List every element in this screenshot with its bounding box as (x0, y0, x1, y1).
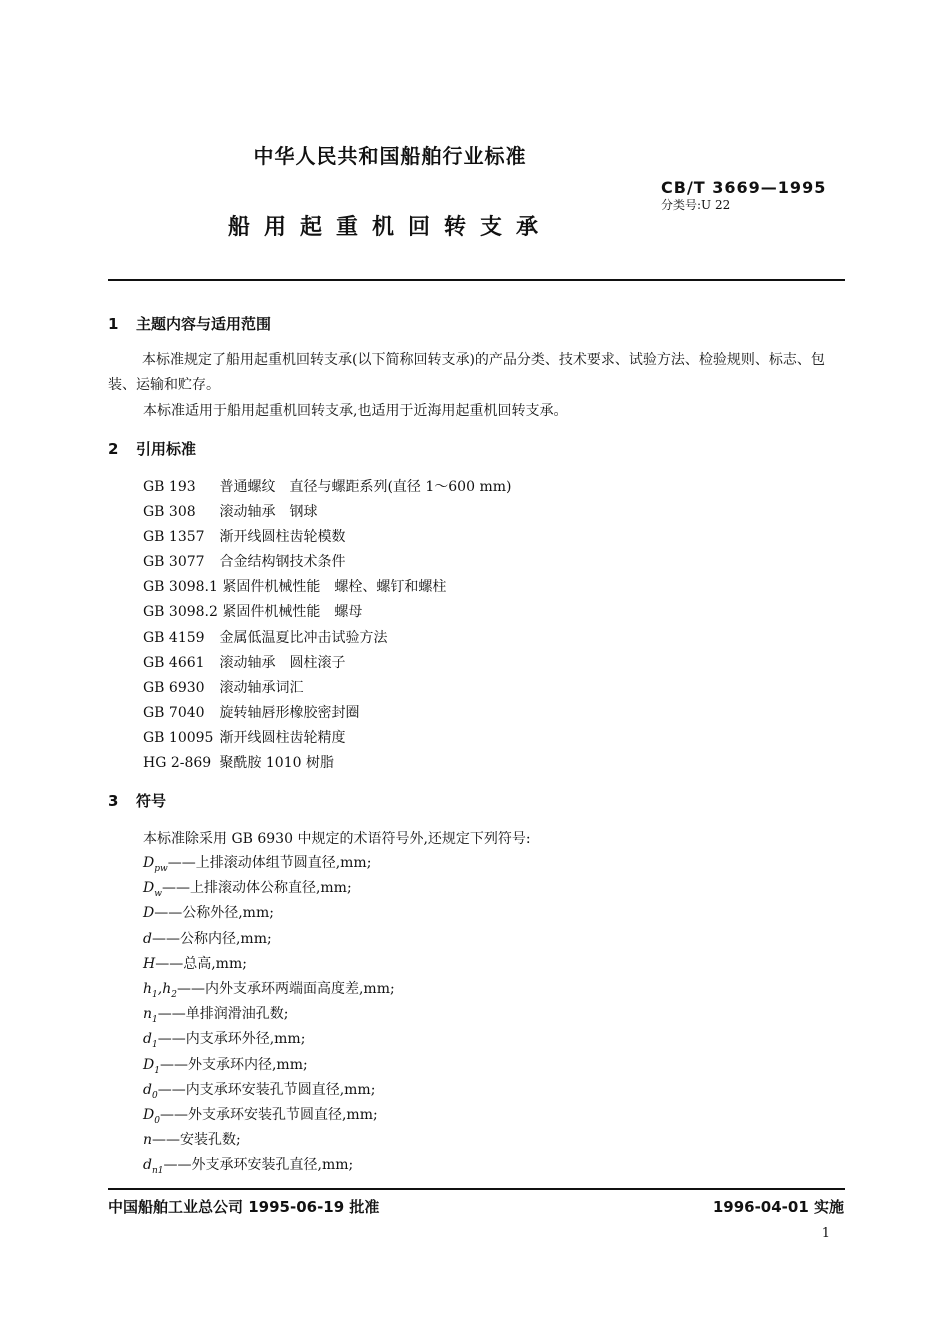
reference-item (143, 525, 511, 550)
symbol-description: ——上排滚动体公称直径,mm; (161, 880, 352, 897)
symbol-subscript: 1 (152, 1014, 158, 1025)
symbol-letter: d (143, 1157, 152, 1174)
reference-item (143, 550, 511, 575)
section-2-title: 引用标准 (136, 440, 197, 458)
symbol-list (143, 851, 395, 1178)
symbol-description: ——上排滚动体组节圆直径,mm; (167, 855, 372, 871)
symbol-subscript-2: 2 (171, 989, 177, 1000)
document-title: 船用起重机回转支承 (227, 215, 552, 240)
standard-code: CB/T 3669—1995 (661, 178, 827, 197)
symbol-letter: d (143, 930, 152, 947)
symbol-description: ——内支承环安装孔节圆直径,mm; (157, 1081, 376, 1098)
reference-item (143, 500, 511, 525)
reference-title: 聚酰胺 1010 树脂 (219, 755, 334, 772)
section-3-intro: 本标准除采用 GB 6930 中规定的术语符号外,还规定下列符号: (143, 831, 531, 847)
symbol-subscript: 1 (154, 1065, 160, 1076)
reference-item (143, 651, 511, 676)
symbol-item (143, 977, 395, 1002)
symbol-subscript: 1 (151, 1040, 158, 1051)
reference-item (143, 726, 511, 751)
reference-code: GB 7040 (143, 704, 205, 721)
symbol-description: ——单排润滑油孔数; (157, 1006, 289, 1023)
reference-title: 滚动轴承词汇 (219, 679, 304, 696)
reference-code: GB 193 (143, 479, 196, 495)
reference-title: 滚动轴承 圆柱滚子 (219, 654, 346, 671)
classification-number: 分类号:U 22 (661, 198, 731, 212)
reference-title: 渐开线圆柱齿轮精度 (219, 729, 346, 746)
symbol-item (143, 927, 395, 952)
section-1-heading (108, 313, 271, 334)
section-3-number: 3 (108, 792, 119, 810)
symbol-item (143, 876, 395, 901)
symbol-letter-2: ,h (157, 980, 172, 997)
reference-code: GB 10095 (143, 729, 214, 746)
symbol-letter: D (143, 1106, 155, 1123)
reference-code: GB 4661 (143, 654, 205, 671)
reference-item (143, 701, 511, 726)
symbol-item (143, 901, 395, 926)
section-2-number: 2 (108, 440, 119, 458)
symbol-item (143, 1053, 395, 1078)
reference-title: 金属低温夏比冲击试验方法 (219, 629, 388, 646)
symbol-description: ——安装孔数; (152, 1132, 241, 1149)
section-1-paragraph-2: 本标准适用于船用起重机回转支承,也适用于近海用起重机回转支承。 (143, 403, 568, 419)
symbol-subscript: 0 (154, 1115, 160, 1126)
reference-code: GB 1357 (143, 529, 205, 546)
symbol-letter: D (143, 855, 155, 871)
symbol-description: ——公称内径,mm; (151, 930, 272, 947)
symbol-letter: D (143, 1056, 155, 1073)
symbol-item (143, 1027, 395, 1052)
symbol-item (143, 1078, 395, 1103)
symbol-item (143, 1002, 395, 1027)
footer-divider (108, 1188, 845, 1190)
reference-title: 滚动轴承 钢球 (219, 504, 318, 521)
symbol-letter: n (143, 1132, 153, 1149)
reference-title: 普通螺纹 直径与螺距系列(直径 1～600 mm) (219, 479, 512, 495)
symbol-description: ——外支承环安装孔直径,mm; (163, 1157, 354, 1174)
reference-title: 合金结构钢技术条件 (219, 554, 346, 571)
reference-code: HG 2-869 (143, 755, 212, 772)
symbol-letter: h (143, 980, 153, 997)
symbol-letter: d (143, 1081, 152, 1098)
section-2-heading (108, 438, 196, 459)
section-3-heading (108, 790, 166, 811)
reference-code: GB 308 (143, 504, 196, 521)
symbol-subscript: 0 (151, 1090, 158, 1101)
symbol-letter: D (143, 905, 155, 922)
symbol-item (143, 952, 395, 977)
reference-code: GB 3098.1 (143, 579, 218, 596)
reference-code: GB 4159 (143, 629, 205, 646)
symbol-item (143, 1128, 395, 1153)
reference-title: 紧固件机械性能 螺母 (222, 604, 363, 621)
reference-code: GB 6930 (143, 679, 205, 696)
reference-item (143, 475, 511, 500)
symbol-item (143, 1103, 395, 1128)
page-number: 1 (821, 1226, 830, 1241)
symbol-letter: n (143, 1006, 153, 1023)
reference-title: 旋转轴唇形橡胶密封圈 (219, 704, 360, 721)
reference-title: 紧固件机械性能 螺栓、螺钉和螺柱 (222, 579, 447, 596)
symbol-description: ——外支承环安装孔节圆直径,mm; (159, 1106, 378, 1123)
symbol-subscript: pw (154, 863, 168, 874)
section-1-paragraph-1: 本标准规定了船用起重机回转支承(以下简称回转支承)的产品分类、技术要求、试验方法、检验规则、标志、包装、运输和贮存。 (108, 352, 825, 393)
section-1-title: 主题内容与适用范围 (136, 315, 272, 333)
symbol-letter: d (143, 1031, 152, 1048)
symbol-description: ——公称外径,mm; (154, 905, 274, 922)
reference-item (143, 676, 511, 701)
symbol-description: ——内支承环外径,mm; (157, 1031, 306, 1048)
symbol-item (143, 1153, 395, 1178)
footer-issuer: 中国船舶工业总公司 1995-06-19 批准 (108, 1198, 380, 1216)
symbol-letter: H (143, 955, 156, 972)
reference-code: GB 3077 (143, 554, 205, 571)
standard-title: 中华人民共和国船舶行业标准 (253, 144, 527, 168)
symbol-description: ——总高,mm; (155, 955, 247, 972)
footer-effective-date: 1996-04-01 实施 (712, 1198, 844, 1216)
section-3-title: 符号 (136, 792, 167, 810)
symbol-description: ——外支承环内径,mm; (159, 1056, 308, 1073)
symbol-description: ——内外支承环两端面高度差,mm; (176, 980, 395, 997)
reference-list (143, 475, 511, 776)
section-1-number: 1 (108, 315, 119, 333)
symbol-subscript: n1 (151, 1166, 164, 1177)
reference-item (143, 626, 511, 651)
reference-title: 渐开线圆柱齿轮模数 (219, 529, 346, 546)
symbol-subscript: 1 (152, 989, 158, 1000)
symbol-item (143, 851, 395, 876)
reference-item (143, 751, 511, 776)
reference-item (143, 575, 511, 600)
reference-code: GB 3098.2 (143, 604, 218, 621)
reference-item (143, 600, 511, 625)
symbol-letter: D (143, 880, 155, 897)
header-divider (108, 279, 845, 281)
symbol-subscript: w (154, 888, 162, 899)
